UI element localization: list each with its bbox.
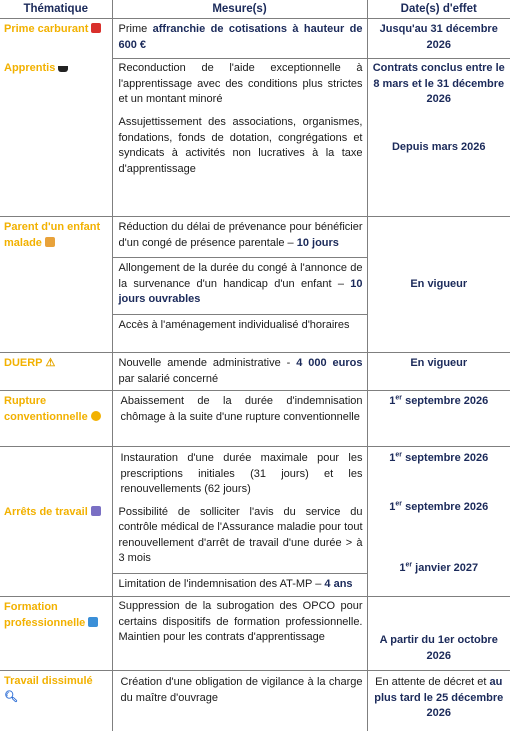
- table-row: [0, 19, 510, 59]
- measure-cell: Reconduction de l'aide exceptionnelle à l'apprentissage avec des conditions plus strictes et un montant minoré Assujettissement des associations, organismes, fondations, fonds de dotation, congrégations et syndicats à activités non lucratives à la taxe d'apprentissage: [112, 59, 367, 217]
- table-row: [0, 671, 510, 731]
- date-cell: A partir du 1er octobre 2026: [367, 597, 510, 671]
- measure-cell: Nouvelle amende administrative - 4 000 euros par salarié concerné: [112, 353, 367, 391]
- theme-prime: Prime carburant: [0, 19, 112, 59]
- theme-apprentis: Apprentis: [0, 59, 112, 217]
- table-row: [0, 597, 510, 671]
- theme-duerp: DUERP ⚠: [0, 353, 112, 391]
- header-thematique: Thématique: [0, 0, 112, 19]
- header-dates: Date(s) d'effet: [367, 0, 510, 19]
- date-cell: En vigueur: [367, 217, 510, 353]
- magnifier-icon: 🔍︎: [4, 690, 18, 703]
- measure-cell: Réduction du délai de prévenance pour bénéficier d'un congé de présence parentale – 10 jours Allongement de la durée du congé à l'annonce de la survenance d'un handicap d'un enfant – 10 jours ouvrables Accès à l'aménagement individualisé d'horaires: [112, 217, 367, 353]
- date-cell: En attente de décret et au plus tard le 25 décembre 2026: [374, 676, 504, 719]
- measure-cell: Création d'une obligation de vigilance à la charge du maître d'ouvrage: [112, 671, 367, 731]
- table-row: [0, 447, 510, 597]
- table-row: [0, 59, 510, 217]
- date-cell: Jusqu'au 31 décembre 2026: [367, 19, 510, 59]
- theme-arrets: Arrêts de travail: [0, 447, 112, 597]
- date-cell: Contrats conclus entre le 8 mars et le 31 décembre 2026 Depuis mars 2026: [367, 59, 510, 217]
- table-row: [0, 353, 510, 391]
- fuel-pump-icon: [91, 23, 101, 33]
- theme-rupture: Rupture conventionnelle: [0, 391, 112, 447]
- theme-formation: Formation professionnelle: [0, 597, 112, 671]
- table-row: [0, 217, 510, 353]
- measure-cell: Prime affranchie de cotisations à hauteur de 600 €: [112, 19, 367, 59]
- date-cell: 1er septembre 2026 1er septembre 2026 1er janvier 2027: [367, 447, 510, 597]
- header-mesure: Mesure(s): [112, 0, 367, 19]
- warning-icon: ⚠: [45, 357, 56, 369]
- table-row: [0, 391, 510, 447]
- family-icon: [45, 237, 55, 247]
- date-cell: En vigueur: [367, 353, 510, 391]
- graduation-cap-icon: [58, 66, 68, 72]
- books-icon: [88, 617, 98, 627]
- calendar-icon: [91, 506, 101, 516]
- theme-travail: Travail dissimulé 🔍︎: [0, 671, 112, 731]
- measure-cell: Suppression de la subrogation des OPCO pour certains dispositifs de formation professionnelle. Maintien pour les contrats d'apprentissage: [112, 597, 367, 671]
- header-row: [0, 0, 510, 19]
- measure-cell: Abaissement de la durée d'indemnisation chômage à la suite d'une rupture conventionnelle: [112, 391, 367, 447]
- handshake-icon: [91, 411, 101, 421]
- theme-parent: Parent d'un enfant malade: [0, 217, 112, 353]
- date-cell: 1er septembre 2026: [367, 391, 510, 447]
- measure-cell: Instauration d'une durée maximale pour les prescriptions initiales (31 jours) et les renouvellements (62 jours) Possibilité de solliciter l'avis du service du contrôle médical de l'Assurance maladie pour tout renouvellement d'arrêt de travail d'une durée > à 3 mois Limitation de l'indemnisation des AT-MP – 4 ans: [112, 447, 367, 597]
